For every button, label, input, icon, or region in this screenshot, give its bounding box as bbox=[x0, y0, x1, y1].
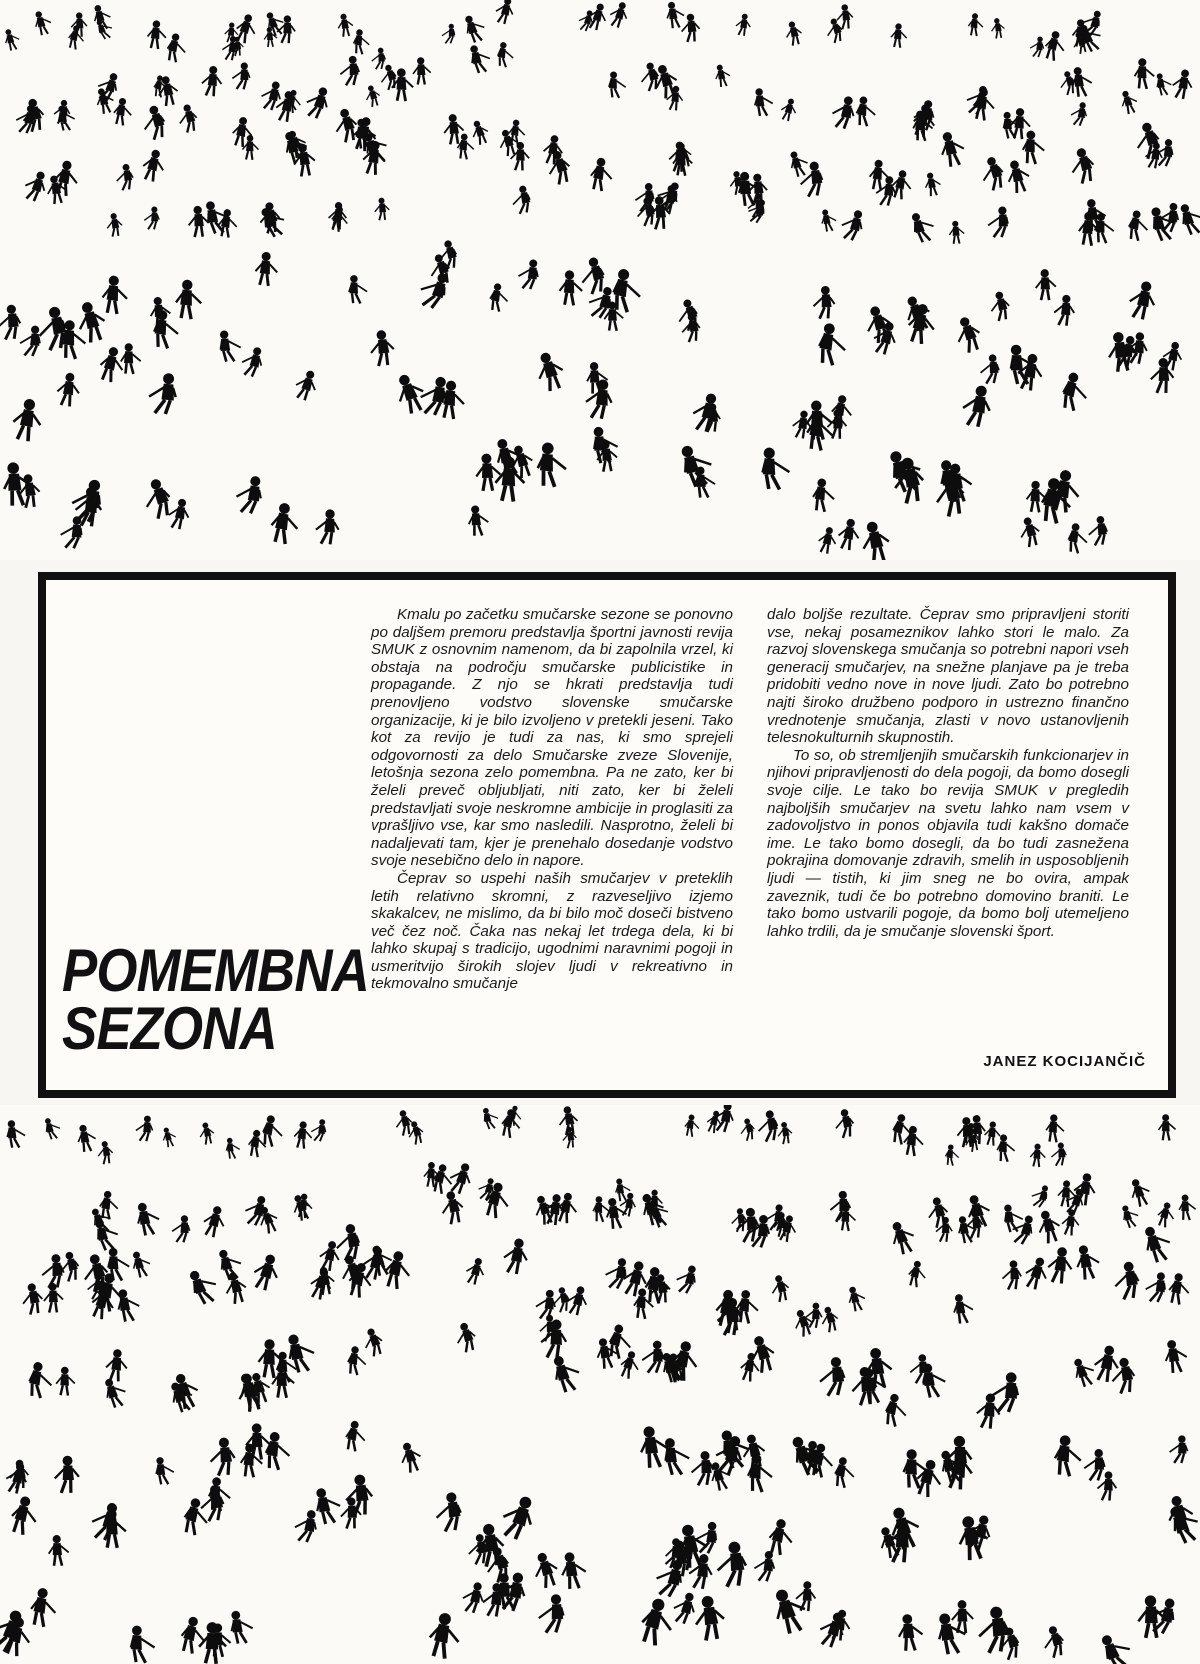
headline-line-1: POMEMBNA bbox=[62, 937, 369, 1004]
paragraph: To so, ob stremljenjih smučarskih funkcionarjev in njihovi pripravljenosti do dela pogoji, da bomo dosegli svoje cilje. Le tako bo revija SMUK v pregledih najboljših smučarjev na svetu lahko nam vsem v zadovoljstvo in ponos objavila tudi kakšno domače ime. Le tako bomo dosegli, da bo tudi zasnežena pokrajina domovanje zdravih, smelih in usposobljenih ljudi — tistih, ki jim sneg ne bo ovira, ampak zaveznik, tudi če bo potrebno domovino braniti. Le tako bomo ustvarili pogoje, da bomo bolj utemeljeno lahko trdili, da je smučanje slovenski šport. bbox=[767, 746, 1129, 940]
paragraph: dalo boljše rezultate. Čeprav smo pripravljeni storiti vse, nekaj posameznikov lahko stori le malo. Za razvoj slovenskega smučanja so potrebni napori vseh generacij smučarjev, na snežne planjave pa je treba pridobiti vedno nove in nove ljudi. Zato bo potrebno najti široko družbeno podporo in ustrezno finančno vrednotenje smučanja, zlasti v novo ustanovljenih telesnokulturnih skupnostih. bbox=[767, 606, 1129, 747]
article-column-1 bbox=[371, 606, 733, 993]
skiers-crowd-image bbox=[0, 0, 1200, 560]
paragraph: Kmalu po začetku smučarske sezone se ponovno po daljšem premoru predstavlja športni javnosti revija SMUK z osnovnim namenom, da bi zapolnila vrzel, ki obstaja na področju smučarske publicistike in propagande. Z njo se hkrati predstavlja tudi prenovljeno vodstvo slovenske smučarske organizacije, ki je bilo izvoljeno v pretekli jeseni. Tako kot za revijo je tudi za nas, ki smo sprejeli odgovornosti za delo Smučarske zveze Slovenije, letošnja sezona zelo pomembna. Pa ne zato, ker bi želeli preveč obljubljati, niti zato, ker bi želeli predstavljati svoje neskromne ambicije in proglasiti za vprašljivo vse, kar smo nasledili. Nasprotno, želeli bi nadaljevati tam, kjer je prenehalo dosedanje vodstvo svoje nesebično delo in napore. bbox=[371, 606, 733, 870]
headline-line-2: SEZONA bbox=[62, 995, 277, 1062]
bottom-photo-skiers bbox=[0, 1105, 1200, 1664]
author-byline: JANEZ KOCIJANČIČ bbox=[983, 1053, 1146, 1070]
article-body bbox=[46, 580, 1168, 1090]
top-photo-skiers bbox=[0, 0, 1200, 560]
paragraph: Čeprav so uspehi naših smučarjev v preteklih letih relativno skromni, z razveseljivo izjemo skakalcev, ne mislimo, da bi bilo moč doseči bistveno več čez noč. Čaka nas nekaj let trdega dela, ki bi lahko skupaj s tradicijo, ugodnimi naravnimi pogoji in usmeritvijo širokih slojev ljudi v rekreativno in tekmovalno smučanje bbox=[371, 869, 733, 993]
article-column-2 bbox=[767, 606, 1129, 940]
article-frame bbox=[38, 572, 1176, 1098]
article-headline bbox=[62, 937, 369, 1062]
skiers-crowd-image bbox=[0, 1105, 1200, 1664]
